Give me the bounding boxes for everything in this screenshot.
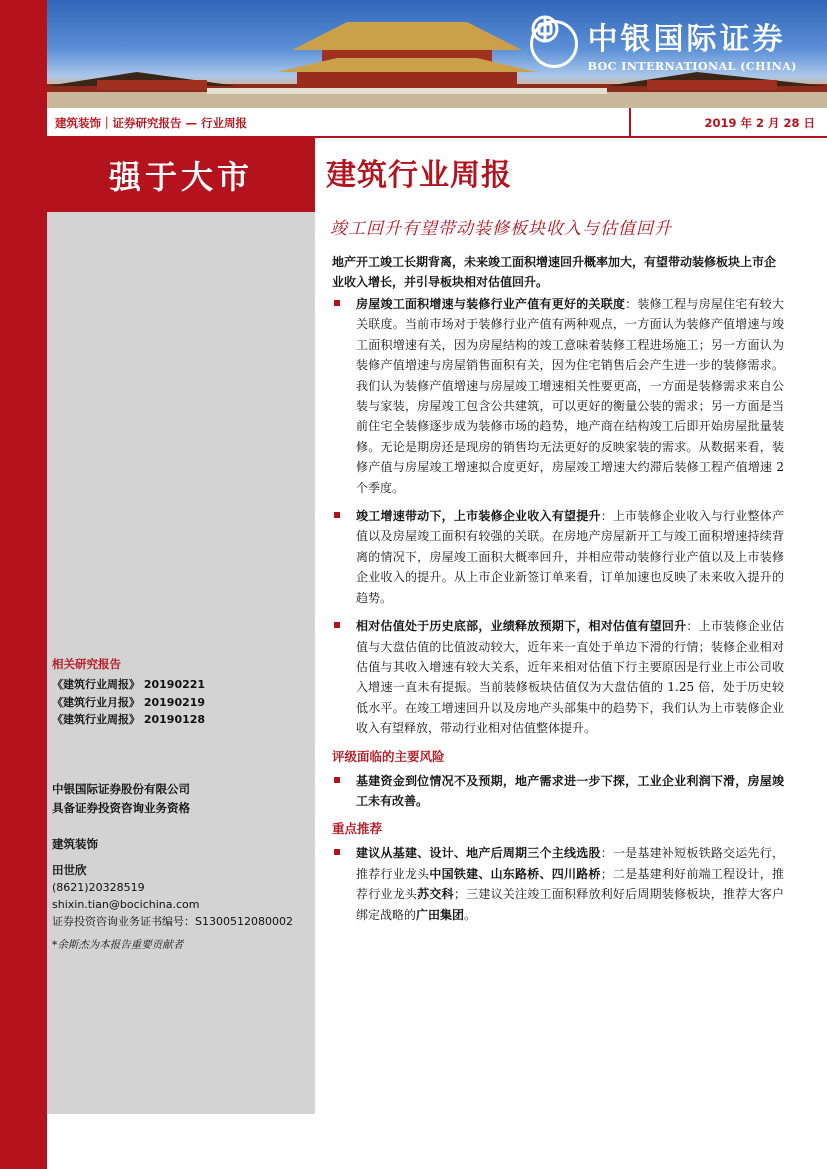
picks-text-1: ：一是基建补短板铁路交运先行，推荐行业龙头 <box>356 846 784 881</box>
analyst-name: 田世欣 <box>52 863 87 877</box>
main-content <box>332 294 784 933</box>
analyst-sector: 建筑装饰 <box>52 837 98 851</box>
bullet-heading: 房屋竣工面积增速与装修行业产值有更好的关联度 <box>356 297 626 311</box>
analyst-email[interactable]: shixin.tian@bocichina.com <box>52 898 200 911</box>
bullet-body: ：上市装修企业收入与行业整体产值以及房屋竣工面积有较强的关联。在房地产房屋新开工与竣工面积增速持续背离的情况下，房屋竣工面积大概率回升，并相应带动装修行业产值以及上市装修企业收入的提升。从上市企业新签订单来看，订单加速也反映了未来收入提升的趋势。 <box>356 509 784 605</box>
related-report-item[interactable]: 《建筑行业月报》 20190219 <box>52 695 206 709</box>
risk-section-title: 评级面临的主要风险 <box>332 748 445 764</box>
bullet-square-icon <box>334 300 340 306</box>
related-reports <box>52 656 205 729</box>
picks-section-title: 重点推荐 <box>332 821 383 837</box>
picks-stocks-3: 广田集团 <box>416 907 465 922</box>
brand-name-en: BOC INTERNATIONAL (CHINA) <box>587 60 797 73</box>
bullet-revenue-growth <box>332 506 784 608</box>
picks-stocks-1: 中国铁建、山东路桥、四川路桥 <box>429 866 601 881</box>
picks-text-4: 。 <box>464 907 477 922</box>
subheader-divider <box>629 108 631 136</box>
page-subtitle: 竣工回升有望带动装修板块收入与估值回升 <box>330 219 672 239</box>
related-report-item[interactable]: 《建筑行业周报》 20190128 <box>52 713 206 726</box>
bullet-square-icon <box>334 512 340 518</box>
boc-logo-icon <box>530 20 578 68</box>
report-date: 2019 年 2 月 28 日 <box>704 116 815 130</box>
bullet-body: ：装修工程与房屋住宅有较大关联度。当前市场对于装修行业产值有两种观点，一方面认为装修产值增速与竣工面积增速有关，因为房屋结构的竣工意味着装修工程进场施工；另一方面认为装修产值增速与房屋销售面积有关，因为住宅销售后会产生进一步的装修需求。我们认为装修产值增速与房屋竣工增速相关性要更高，一方面是装修需求来自公装与家装，房屋竣工包含公共建筑，可以更好的衡量公装的需求；另一方面是当前住宅全装修逐步成为装修市场的趋势，地产商在结构竣工后即开始房屋批量装修。无论是期房还是现房的销售均无法更好的反映家装的需求。从数据来看，装修产值与房屋竣工增速拟合度更好，房屋竣工增速大约滞后装修工程产值增速 2 个季度。 <box>356 297 784 495</box>
company-qualification: 具备证券投资咨询业务资格 <box>52 801 190 815</box>
left-red-bar <box>0 0 47 1169</box>
subheader-bar <box>47 108 827 138</box>
picks-text-3: ；三建议关注竣工面积释放利好后周期装修板块，推荐大客户绑定战略的 <box>356 887 784 922</box>
header-banner <box>47 0 827 108</box>
bullet-valuation <box>332 616 784 738</box>
company-name: 中银国际证券股份有限公司 <box>52 782 190 796</box>
lead-paragraph: 地产开工竣工长期背离，未来竣工面积增速回升概率加大，有望带动装修板块上市企业收入增长，并引导板块相对估值回升。 <box>332 255 777 289</box>
picks-text-2: ；二是基建利好前端工程设计，推荐行业龙头 <box>356 866 784 902</box>
bullet-heading: 相对估值处于历史底部，业绩释放预期下，相对估值有望回升 <box>356 619 687 634</box>
company-info <box>52 780 190 818</box>
bullet-risk <box>332 771 784 812</box>
bullet-picks <box>332 843 784 925</box>
related-reports-title: 相关研究报告 <box>52 657 121 671</box>
related-report-item[interactable]: 《建筑行业周报》 20190221 <box>52 678 206 691</box>
bullet-square-icon <box>334 849 340 855</box>
bullet-square-icon <box>334 622 340 628</box>
brand-name-cn: 中银国际证券 <box>587 22 786 57</box>
risk-text: 基建资金到位情况不及预期，地产需求进一步下探，工业企业利润下滑，房屋竣工未有改善。 <box>356 773 784 808</box>
rating-badge: 强于大市 <box>47 138 315 212</box>
report-category: 建筑装饰｜证券研究报告 — 行业周报 <box>55 116 248 130</box>
bullet-completion-correlation <box>332 294 784 498</box>
brand-logo-group <box>530 14 797 73</box>
brand-text <box>588 14 797 73</box>
picks-heading: 建议从基建、设计、地产后周期三个主线选股 <box>356 846 601 861</box>
bullet-body: ：上市装修企业估值与大盘估值的比值波动较大，近年来一直处于单边下滑的行情；装修企业相对估值与其收入增速有较大关系，近年来相对估值下行主要原因是行业上市公司收入增速一直未有提振。当前装修板块估值仅为大盘估值的 1.25 倍，处于历史较低水平。在竣工增速回升以及房地产头部集中的趋势下，我们认为上市装修企业收入有望释放，带动行业相对估值整体提升。 <box>356 619 784 736</box>
bullet-square-icon <box>334 777 340 783</box>
picks-stocks-2: 苏交科 <box>417 887 454 902</box>
analyst-license: 证券投资咨询业务证书编号：S1300512080002 <box>52 915 293 928</box>
analyst-info <box>52 836 293 930</box>
contributor-note: *余斯杰为本报告重要贡献者 <box>52 939 184 951</box>
analyst-phone: (8621)20328519 <box>52 881 145 894</box>
page-title: 建筑行业周报 <box>326 158 512 193</box>
bullet-heading: 竣工增速带动下，上市装修企业收入有望提升 <box>356 509 601 524</box>
